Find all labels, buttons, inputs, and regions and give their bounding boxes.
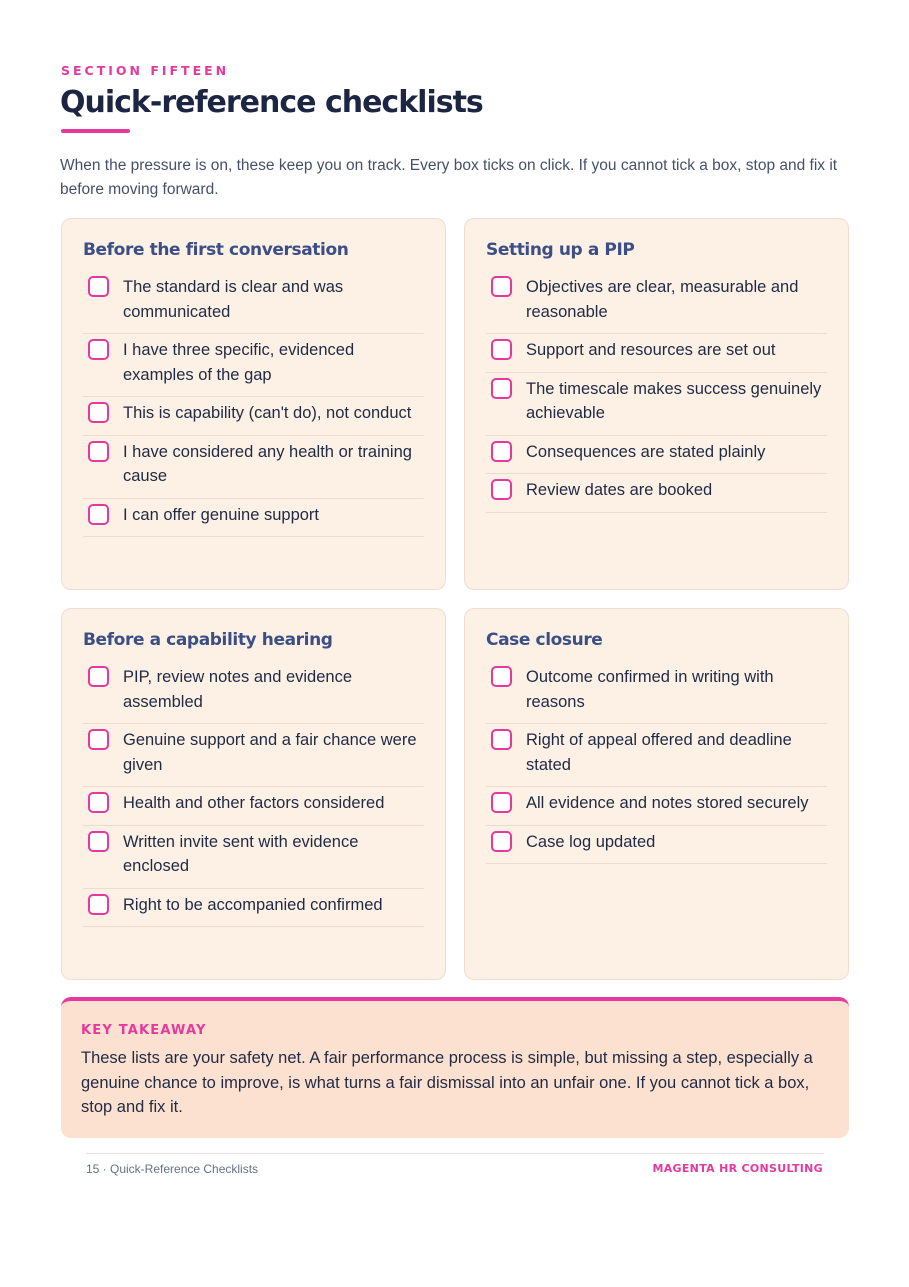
checkbox[interactable]	[491, 666, 512, 687]
takeaway-label: KEY TAKEAWAY	[81, 1023, 207, 1038]
footer-divider	[86, 1153, 824, 1154]
checklist-item-label: Genuine support and a fair chance were given	[123, 731, 417, 774]
checkbox[interactable]	[88, 894, 109, 915]
checklist-item	[486, 474, 827, 513]
footer-page-label: 15 · Quick-Reference Checklists	[86, 1162, 259, 1176]
checklist-item-label: Case log updated	[526, 832, 656, 851]
checkbox[interactable]	[491, 479, 512, 500]
checkbox[interactable]	[88, 792, 109, 813]
checklist-card-setting-up-pip	[464, 218, 849, 590]
checklist-item-label: I can offer genuine support	[123, 505, 320, 524]
card-title: Case closure	[486, 630, 603, 650]
checkbox[interactable]	[88, 339, 109, 360]
footer-brand: MAGENTA HR CONSULTING	[652, 1162, 823, 1175]
checkbox[interactable]	[491, 831, 512, 852]
checklist-item-label: Right to be accompanied confirmed	[123, 895, 383, 914]
takeaway-text: These lists are your safety net. A fair performance process is simple, but missing a step, especially a genuine chance to improve, is what turns a fair dismissal into an unfair one. If you cannot tick a box, stop and fix it.	[81, 1049, 813, 1116]
checklist-item	[83, 271, 424, 334]
checklist-item	[83, 826, 424, 889]
checklist-item	[486, 787, 827, 826]
checkbox[interactable]	[88, 831, 109, 852]
checklist-item	[486, 373, 827, 436]
checklist-item-label: Review dates are booked	[526, 481, 713, 499]
checklist-item-label: This is capability (can't do), not conduct	[123, 404, 412, 422]
page-title: Quick-reference checklists	[60, 85, 483, 120]
card-title: Before the first conversation	[83, 240, 349, 260]
checklist-item	[486, 826, 827, 865]
checklist-item	[486, 334, 827, 373]
checklist-item-label: I have three specific, evidenced examples of the gap	[123, 341, 355, 384]
checkbox[interactable]	[88, 402, 109, 423]
checkbox[interactable]	[88, 729, 109, 750]
checklist-item-label: Objectives are clear, measurable and reasonable	[526, 278, 799, 321]
checklist-item	[486, 271, 827, 334]
checklist-card-capability-hearing	[61, 608, 446, 980]
checkbox[interactable]	[88, 276, 109, 297]
checkbox[interactable]	[88, 666, 109, 687]
checkbox[interactable]	[491, 729, 512, 750]
checklist-item-label: Support and resources are set out	[526, 341, 776, 359]
card-title: Before a capability hearing	[83, 630, 333, 650]
checklist-item-label: All evidence and notes stored securely	[526, 794, 809, 812]
checkbox[interactable]	[491, 378, 512, 399]
checklist-item-label: The timescale makes success genuinely achievable	[526, 379, 822, 422]
checklist-item	[486, 724, 827, 787]
checklist-item-label: Right of appeal offered and deadline stated	[526, 731, 792, 774]
checklist-card-case-closure	[464, 608, 849, 980]
checklist-item	[83, 889, 424, 928]
checklist-item	[486, 661, 827, 724]
checklist-item-label: PIP, review notes and evidence assembled	[123, 668, 353, 711]
checkbox[interactable]	[491, 792, 512, 813]
checklist-item-label: Consequences are stated plainly	[526, 442, 766, 461]
checklist-item	[83, 661, 424, 724]
checklist-item-label: Written invite sent with evidence enclosed	[123, 832, 359, 875]
checklist-item	[83, 334, 424, 397]
checklist-item	[83, 787, 424, 826]
card-title: Setting up a PIP	[486, 240, 635, 260]
checklist-item	[486, 436, 827, 475]
checklist-item-label: Outcome confirmed in writing with reasons	[526, 668, 774, 711]
checkbox[interactable]	[491, 441, 512, 462]
section-label: SECTION FIFTEEN	[61, 63, 230, 78]
checklist-item	[83, 724, 424, 787]
checklist-item	[83, 499, 424, 538]
checklist-item-label: I have considered any health or training cause	[123, 442, 412, 485]
title-underline	[61, 129, 130, 133]
intro-text: When the pressure is on, these keep you on track. Every box ticks on click. If you cannot tick a box, stop and fix it before moving forward.	[60, 157, 838, 198]
key-takeaway-box	[61, 997, 849, 1138]
checkbox[interactable]	[491, 339, 512, 360]
checklist-item	[83, 436, 424, 499]
checklist-card-first-conversation	[61, 218, 446, 590]
checkbox[interactable]	[88, 504, 109, 525]
checkbox[interactable]	[88, 441, 109, 462]
checkbox[interactable]	[491, 276, 512, 297]
checklist-item	[83, 397, 424, 436]
checklist-item-label: Health and other factors considered	[123, 794, 385, 812]
checklist-item-label: The standard is clear and was communicated	[123, 278, 344, 321]
